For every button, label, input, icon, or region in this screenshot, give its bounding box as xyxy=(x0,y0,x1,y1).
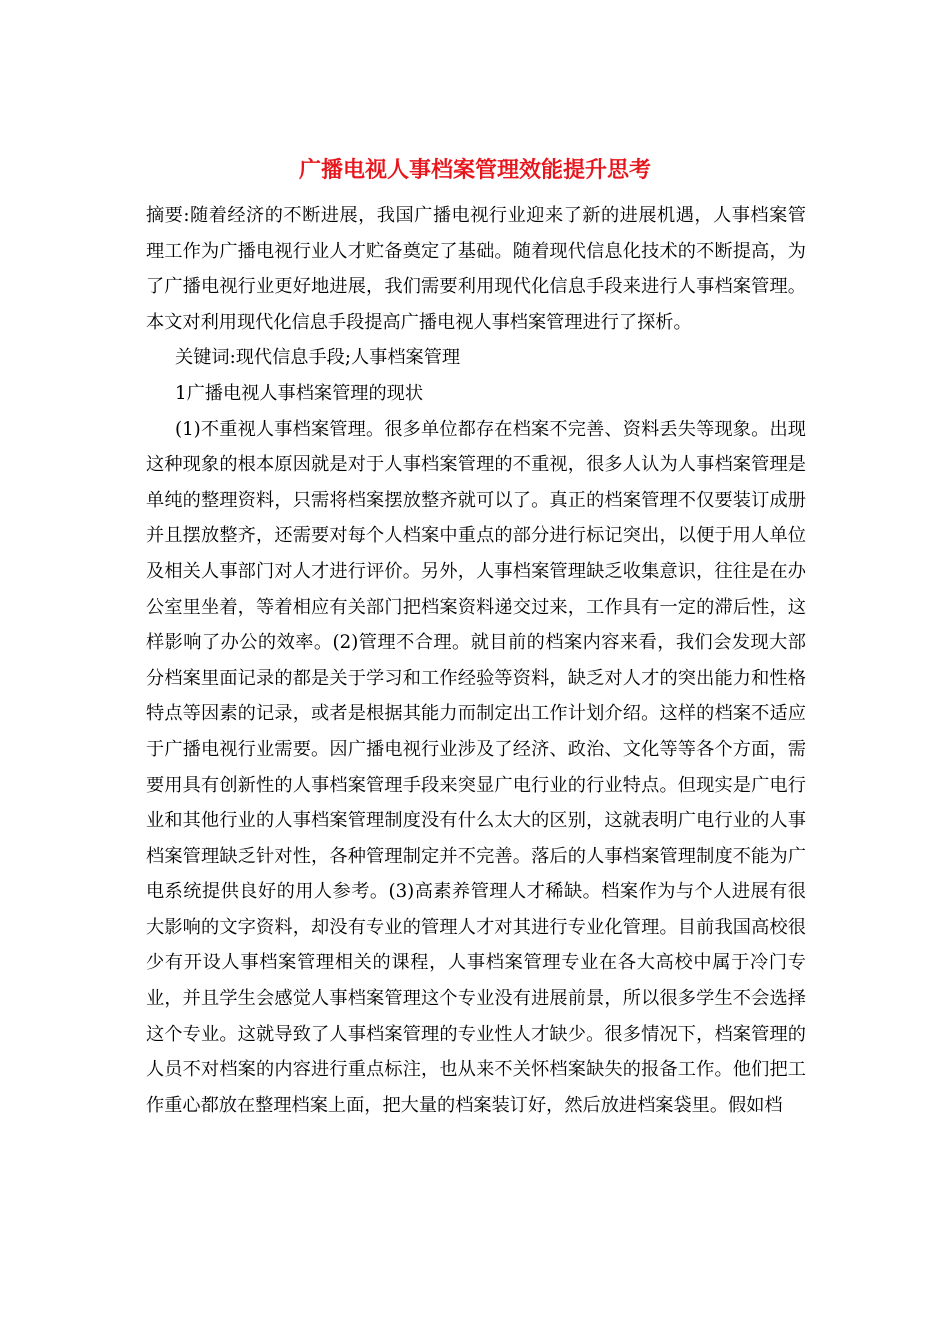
section-body-paragraph: (1)不重视人事档案管理。很多单位都存在档案不完善、资料丢失等现象。出现这种现象的根本原因就是对于人事档案管理的不重视，很多人认为人事档案管理是单纯的整理资料，只需将档案摆放整齐就可以了。真正的档案管理不仅要装订成册并且摆放整齐，还需要对每个人档案中重点的部分进行标记突出，以便于用人单位及相关人事部门对人才进行评价。另外，人事档案管理缺乏收集意识，往往是在办公室里坐着，等着相应有关部门把档案资料递交过来，工作具有一定的滞后性，这样影响了办公的效率。(2)管理不合理。就目前的档案内容来看，我们会发现大部分档案里面记录的都是关于学习和工作经验等资料，缺乏对人才的突出能力和性格特点等因素的记录，或者是根据其能力而制定出工作计划介绍。这样的档案不适应于广播电视行业需要。因广播电视行业涉及了经济、政治、文化等等各个方面，需要用具有创新性的人事档案管理手段来突显广电行业的行业特点。但现实是广电行业和其他行业的人事档案管理制度没有什么太大的区别，这就表明广电行业的人事档案管理缺乏针对性，各种管理制定并不完善。落后的人事档案管理制度不能为广电系统提供良好的用人参考。(3)高素养管理人才稀缺。档案作为与个人进展有很大影响的文字资料，却没有专业的管理人才对其进行专业化管理。目前我国高校很少有开设人事档案管理相关的课程，人事档案管理专业在各大高校中属于冷门专业，并且学生会感觉人事档案管理这个专业没有进展前景，所以很多学生不会选择这个专业。这就导致了人事档案管理的专业性人才缺少。很多情况下，档案管理的人员不对档案的内容进行重点标注，也从来不关怀档案缺失的报备工作。他们把工作重心都放在整理档案上面，把大量的档案装订好，然后放进档案袋里。假如档 xyxy=(146,418,806,1116)
section-heading: 1广播电视人事档案管理的现状 xyxy=(175,382,424,404)
keywords-paragraph: 关键词:现代信息手段;人事档案管理 xyxy=(175,347,461,369)
document-title: 广播电视人事档案管理效能提升思考 xyxy=(298,157,651,183)
document-body xyxy=(146,198,806,1123)
abstract-paragraph: 摘要:随着经济的不断进展，我国广播电视行业迎来了新的进展机遇，人事档案管理工作为广播电视行业人才贮备奠定了基础。随着现代信息化技术的不断提高，为了广播电视行业更好地进展，我们需要利用现代化信息手段来进行人事档案管理。本文对利用现代化信息手段提高广播电视人事档案管理进行了探析。 xyxy=(146,205,806,333)
